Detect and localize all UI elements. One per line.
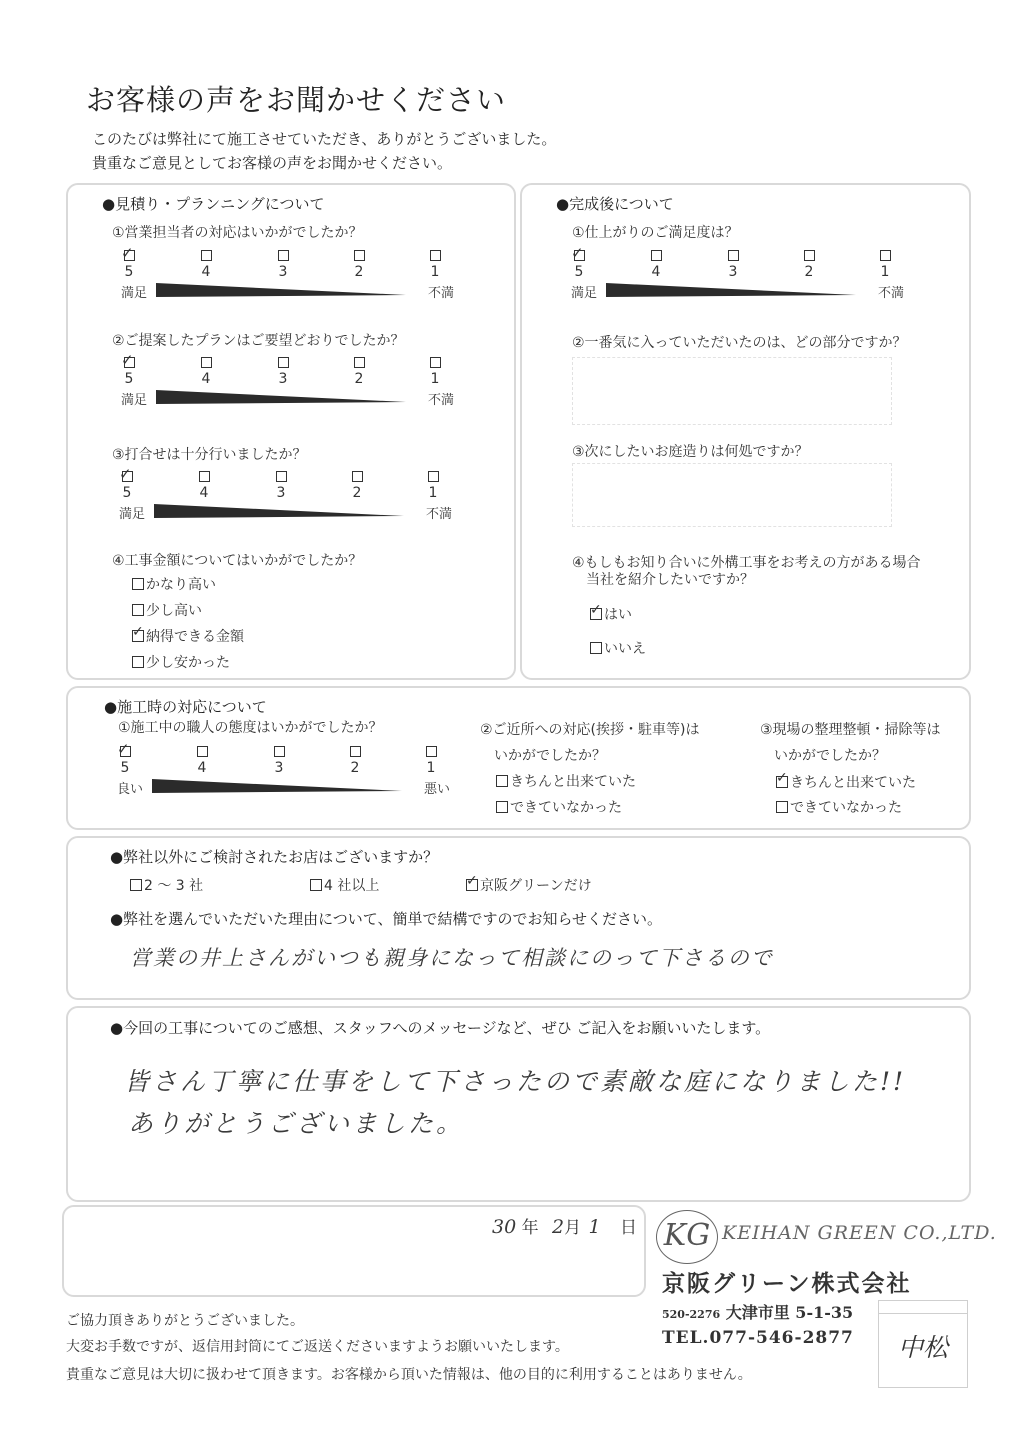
rating-4-checkbox[interactable]: [197, 746, 208, 757]
rating-scale-estimate-q2: [121, 351, 454, 417]
rating-scale-completion-q1: [571, 244, 904, 310]
date-day-unit: 日: [620, 1218, 637, 1238]
rating-number: 1: [428, 485, 438, 501]
scale-wedge-icon: [154, 503, 404, 519]
message-question: ●今回の工事についてのご感想、スタッフへのメッセージなど、ぜひ ご記入をお願いいたします。: [110, 1019, 771, 1037]
rating-number: 4: [651, 264, 661, 280]
message-line-1: 皆さん丁寧に仕事をして下さったので素敵な庭になりました!!: [124, 1067, 907, 1096]
rating-3-checkbox[interactable]: [278, 357, 289, 368]
company-logo-text: KEIHAN GREEN CO.,LTD.: [722, 1222, 997, 1244]
construction-q1: ①施工中の職人の態度はいかがでしたか？: [118, 720, 383, 736]
option-label: 4 社以上: [324, 878, 380, 894]
rating-1-checkbox[interactable]: [430, 357, 441, 368]
rating-number: 2: [350, 760, 360, 776]
rating-number: 5: [124, 371, 134, 387]
rating-number: 3: [274, 760, 284, 776]
checkbox[interactable]: [130, 879, 142, 891]
option-label: 少し高い: [146, 603, 202, 619]
option-label: 京阪グリーンだけ: [480, 878, 592, 894]
shops-question: ●弊社以外にご検討されたお店はございますか？: [110, 848, 439, 866]
completion-q1: ①仕上がりのご満足度は？: [572, 225, 739, 241]
estimate-q2: ②ご提案したプランはご要望どおりでしたか？: [112, 333, 405, 349]
option-label: 2 ～ 3 社: [144, 878, 204, 894]
rating-2-checkbox[interactable]: [354, 250, 365, 261]
rating-4-checkbox[interactable]: [201, 357, 212, 368]
price-option-slightly-high[interactable]: [132, 600, 202, 620]
staff-box: [878, 1300, 968, 1388]
checkbox-checked[interactable]: [132, 630, 144, 642]
rating-number: 4: [201, 371, 211, 387]
rating-3-checkbox[interactable]: [276, 471, 287, 482]
check-mark-icon: ✓: [121, 244, 134, 262]
option-label: できていなかった: [510, 800, 622, 816]
rating-number: 1: [430, 264, 440, 280]
rating-scale-construction-q1: [117, 740, 450, 806]
construction-q3-line1: ③現場の整理整頓・掃除等は: [760, 722, 941, 738]
rating-number: 2: [352, 485, 362, 501]
reason-question: ●弊社を選んでいただいた理由について、簡単で結構ですのでお知らせください。: [110, 910, 663, 928]
scale-high-label: 不満: [427, 286, 454, 301]
option-label: できていなかった: [790, 800, 902, 816]
scale-wedge-icon: [156, 282, 406, 298]
construction-q2-line2: いかがでしたか？: [494, 748, 606, 764]
check-mark-icon: ✓: [117, 740, 130, 758]
shops-option-2-3[interactable]: [130, 875, 203, 895]
completion-q2: ②一番気に入っていただいたのは、どの部分ですか？: [572, 335, 907, 351]
rating-number: 1: [880, 264, 890, 280]
neighbor-option-good[interactable]: [496, 771, 636, 791]
rating-1-checkbox[interactable]: [430, 250, 441, 261]
scale-low-label: 満足: [571, 286, 598, 301]
option-label: はい: [604, 607, 632, 623]
rating-number: 1: [426, 760, 436, 776]
company-tel: TEL.077-546-2877: [662, 1328, 854, 1348]
checkbox[interactable]: [590, 642, 602, 654]
estimate-q3: ③打合せは十分行いましたか？: [112, 447, 307, 463]
company-logo-icon: KG: [656, 1210, 718, 1264]
check-mark-icon: ✓: [571, 244, 584, 262]
rating-4-checkbox[interactable]: [199, 471, 210, 482]
construction-heading: ●施工時の対応について: [104, 698, 267, 716]
scale-high-label: 不満: [877, 286, 904, 301]
favorite-part-answer-box[interactable]: [572, 357, 892, 425]
scale-high-label: 悪い: [423, 782, 450, 797]
completion-q4-line1: ④もしもお知り合いに外構工事をお考えの方がある場合: [572, 555, 921, 571]
checkbox[interactable]: [132, 656, 144, 668]
rating-scale-estimate-q1: [121, 244, 454, 310]
price-option-very-high[interactable]: [132, 574, 216, 594]
footer-line-3: 貴重なご意見は大切に扱わせて頂きます。お客様から頂いた情報は、他の目的に利用することはありません。: [66, 1367, 752, 1383]
checkbox[interactable]: [132, 604, 144, 616]
rating-4-checkbox[interactable]: [651, 250, 662, 261]
rating-1-checkbox[interactable]: [880, 250, 891, 261]
check-mark-icon: ✓: [121, 351, 134, 369]
rating-number: 2: [804, 264, 814, 280]
scale-low-label: 満足: [119, 507, 146, 522]
rating-2-checkbox[interactable]: [354, 357, 365, 368]
rating-number: 3: [728, 264, 738, 280]
completion-q4-line2: 当社を紹介したいですか？: [586, 572, 754, 588]
scale-wedge-icon: [152, 778, 402, 794]
date-month: 2: [552, 1216, 565, 1238]
rating-number: 2: [354, 264, 364, 280]
rating-number: 5: [122, 485, 132, 501]
estimate-q4: ④工事金額についてはいかがでしたか？: [112, 553, 363, 569]
company-address: 大津市里 5-1-35: [725, 1303, 854, 1322]
intro-line-2: 貴重なご意見としてお客様の声をお聞かせください。: [92, 154, 453, 172]
checkbox[interactable]: [132, 578, 144, 590]
intro-line-1: このたびは弊社にて施工させていただき、ありがとうございました。: [92, 130, 557, 148]
scale-low-label: 満足: [121, 286, 148, 301]
company-address-line: [662, 1300, 853, 1323]
rating-number: 4: [197, 760, 207, 776]
rating-number: 1: [430, 371, 440, 387]
option-label: 少し安かった: [146, 655, 230, 671]
rating-1-checkbox[interactable]: [426, 746, 437, 757]
estimate-q1: ①営業担当者の対応はいかがでしたか？: [112, 225, 363, 241]
scale-high-label: 不満: [425, 507, 452, 522]
rating-number: 4: [199, 485, 209, 501]
referral-option-no[interactable]: [590, 638, 646, 658]
date-year: 30: [492, 1216, 517, 1238]
price-option-slightly-cheap[interactable]: [132, 652, 230, 672]
staff-name: 中松: [897, 1333, 948, 1362]
rating-2-checkbox[interactable]: [804, 250, 815, 261]
scale-high-label: 不満: [427, 393, 454, 408]
shops-option-keihan-only[interactable]: [466, 875, 592, 895]
page-title: お客様の声をお聞かせください: [86, 83, 507, 117]
company-name: 京阪グリーン株式会社: [662, 1270, 912, 1297]
checkbox[interactable]: [310, 879, 322, 891]
scale-wedge-icon: [156, 389, 406, 405]
checkbox[interactable]: [496, 801, 508, 813]
cleanup-option-good[interactable]: [776, 772, 916, 792]
completion-heading: ●完成後について: [556, 195, 674, 213]
scale-low-label: 良い: [117, 782, 144, 797]
checkbox[interactable]: [776, 801, 788, 813]
referral-option-yes[interactable]: [590, 604, 632, 624]
rating-2-checkbox[interactable]: [352, 471, 363, 482]
checkbox-checked[interactable]: [466, 879, 478, 891]
footer-line-1: ご協力頂きありがとうございました。: [66, 1313, 304, 1329]
completion-q3: ③次にしたいお庭造りは何処ですか？: [572, 444, 809, 460]
option-label: 納得できる金額: [146, 629, 244, 645]
rating-4-checkbox[interactable]: [201, 250, 212, 261]
rating-1-checkbox[interactable]: [428, 471, 439, 482]
price-option-reasonable[interactable]: [132, 626, 244, 646]
shops-option-4plus[interactable]: [310, 875, 379, 895]
construction-q3-line2: いかがでしたか？: [774, 748, 886, 764]
construction-q2-line1: ②ご近所への対応(挨拶・駐車等)は: [480, 722, 700, 738]
rating-3-checkbox[interactable]: [278, 250, 289, 261]
rating-number: 5: [124, 264, 134, 280]
rating-number: 5: [574, 264, 584, 280]
scale-low-label: 満足: [121, 393, 148, 408]
scale-wedge-icon: [606, 282, 856, 298]
rating-number: 3: [276, 485, 286, 501]
check-mark-icon: ✓: [119, 465, 132, 483]
rating-scale-estimate-q3: [119, 465, 452, 531]
cleanup-option-bad[interactable]: [776, 797, 902, 817]
company-postal: 520-2276: [662, 1308, 721, 1321]
option-label: きちんと出来ていた: [510, 774, 636, 790]
date-line: [492, 1213, 637, 1238]
option-label: かなり高い: [146, 577, 216, 593]
rating-number: 3: [278, 264, 288, 280]
rating-number: 2: [354, 371, 364, 387]
rating-number: 3: [278, 371, 288, 387]
checkbox-checked[interactable]: [776, 776, 788, 788]
estimate-heading: ●見積り・プランニングについて: [102, 195, 325, 213]
rating-number: 5: [120, 760, 130, 776]
date-month-unit: 月: [564, 1218, 582, 1238]
staff-box-header: [879, 1301, 967, 1314]
checkbox[interactable]: [496, 775, 508, 787]
next-garden-answer-box[interactable]: [572, 463, 892, 527]
rating-3-checkbox[interactable]: [728, 250, 739, 261]
footer-line-2: 大変お手数ですが、返信用封筒にてご返送くださいますようお願いいたします。: [66, 1339, 569, 1355]
rating-3-checkbox[interactable]: [274, 746, 285, 757]
rating-number: 4: [201, 264, 211, 280]
option-label: きちんと出来ていた: [790, 775, 916, 791]
message-line-2: ありがとうございました。: [128, 1109, 465, 1138]
date-year-unit: 年: [521, 1218, 539, 1238]
option-label: いいえ: [604, 641, 646, 657]
neighbor-option-bad[interactable]: [496, 797, 622, 817]
rating-2-checkbox[interactable]: [350, 746, 361, 757]
checkbox-checked[interactable]: [590, 608, 602, 620]
date-day: 1: [588, 1216, 601, 1238]
reason-answer: 営業の井上さんがいつも親身になって相談にのって下さるので: [130, 946, 774, 970]
